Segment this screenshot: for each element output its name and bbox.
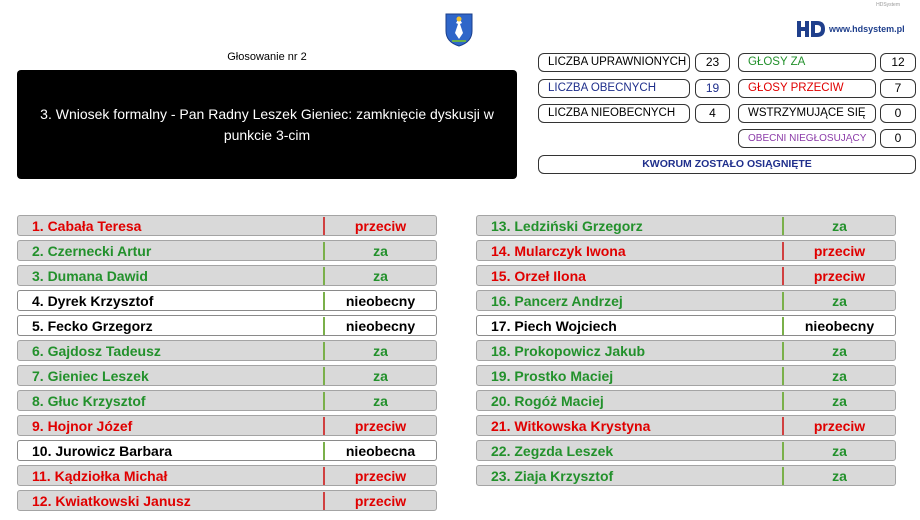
councillor-name: 21. Witkowska Krystyna xyxy=(491,418,651,434)
coat-of-arms-icon xyxy=(444,11,474,47)
councillor-row xyxy=(476,265,896,286)
councillor-row xyxy=(476,315,896,336)
councillor-name: 19. Prostko Maciej xyxy=(491,368,614,384)
councillor-row xyxy=(17,490,437,511)
councillor-vote: przeciw xyxy=(813,268,866,284)
brand-caption: HDSystem xyxy=(876,2,900,8)
councillor-name: 10. Jurowicz Barbara xyxy=(32,443,173,459)
abstain-value: 0 xyxy=(880,104,916,123)
logo-url: www.hdsystem.pl xyxy=(829,24,905,34)
councillor-vote: za xyxy=(832,468,847,484)
councillor-list-left xyxy=(17,215,437,515)
councillor-name: 22. Zegzda Leszek xyxy=(491,443,614,459)
councillor-row xyxy=(17,340,437,361)
councillor-name: 13. Ledziński Grzegorz xyxy=(491,218,643,234)
councillor-name: 1. Cabała Teresa xyxy=(32,218,142,234)
councillor-vote: nieobecny xyxy=(345,318,416,334)
councillor-name: 9. Hojnor Józef xyxy=(32,418,133,434)
councillor-name: 6. Gajdosz Tadeusz xyxy=(32,343,161,359)
councillor-row xyxy=(17,315,437,336)
councillor-vote: przeciw xyxy=(813,418,866,434)
absent-value: 4 xyxy=(695,104,730,123)
councillor-vote: za xyxy=(832,343,847,359)
councillor-vote: przeciw xyxy=(813,243,866,259)
councillor-row xyxy=(17,265,437,286)
not-voting-label: OBECNI NIEGŁOSUJĄCY xyxy=(738,129,876,148)
councillor-row xyxy=(476,240,896,261)
votes-against-value: 7 xyxy=(880,79,916,98)
councillor-vote: za xyxy=(373,243,388,259)
councillor-row xyxy=(476,365,896,386)
councillor-vote: za xyxy=(373,343,388,359)
councillor-row xyxy=(476,290,896,311)
councillor-vote: nieobecny xyxy=(804,318,875,334)
councillor-list-right xyxy=(476,215,896,490)
councillor-vote: przeciw xyxy=(354,418,407,434)
councillor-row xyxy=(476,390,896,411)
councillor-name: 16. Pancerz Andrzej xyxy=(491,293,623,309)
councillor-name: 7. Gieniec Leszek xyxy=(32,368,149,384)
councillor-name: 2. Czernecki Artur xyxy=(32,243,152,259)
councillor-vote: za xyxy=(832,293,847,309)
vote-title: Głosowanie nr 2 xyxy=(227,51,307,63)
councillor-vote: za xyxy=(832,443,847,459)
councillor-row xyxy=(17,215,437,236)
eligible-label: LICZBA UPRAWNIONYCH xyxy=(538,53,690,72)
abstain-label: WSTRZYMUJĄCE SIĘ xyxy=(738,104,876,123)
councillor-name: 12. Kwiatkowski Janusz xyxy=(32,493,191,509)
councillor-row xyxy=(17,440,437,461)
councillor-name: 20. Rogóż Maciej xyxy=(491,393,604,409)
councillor-name: 5. Fecko Grzegorz xyxy=(32,318,153,334)
present-label: LICZBA OBECNYCH xyxy=(538,79,690,98)
votes-for-value: 12 xyxy=(880,53,916,72)
not-voting-value: 0 xyxy=(880,129,916,148)
councillor-name: 14. Mularczyk Iwona xyxy=(491,243,626,259)
votes-against-label: GŁOSY PRZECIW xyxy=(738,79,876,98)
councillor-name: 4. Dyrek Krzysztof xyxy=(32,293,154,309)
councillor-name: 3. Dumana Dawid xyxy=(32,268,148,284)
councillor-row xyxy=(476,215,896,236)
councillor-vote: nieobecny xyxy=(345,293,416,309)
councillor-name: 15. Orzeł Ilona xyxy=(491,268,586,284)
motion-text-panel xyxy=(17,70,517,179)
councillor-row xyxy=(476,440,896,461)
councillor-row xyxy=(476,465,896,486)
councillor-row xyxy=(17,415,437,436)
councillor-row xyxy=(476,415,896,436)
councillor-row xyxy=(17,465,437,486)
councillor-row xyxy=(476,340,896,361)
votes-for-label: GŁOSY ZA xyxy=(738,53,876,72)
hd-logo-icon xyxy=(796,19,826,39)
councillor-vote: przeciw xyxy=(354,493,407,509)
councillor-vote: za xyxy=(373,393,388,409)
councillor-vote: za xyxy=(832,218,847,234)
absent-label: LICZBA NIEOBECNYCH xyxy=(538,104,690,123)
councillor-name: 11. Kądziołka Michał xyxy=(32,468,168,484)
councillor-vote: przeciw xyxy=(354,218,407,234)
motion-text: 3. Wniosek formalny - Pan Radny Leszek Gieniec: zamknięcie dyskusji w punkcie 3-cim xyxy=(40,105,494,143)
councillor-vote: za xyxy=(832,393,847,409)
councillor-row xyxy=(17,365,437,386)
councillor-name: 17. Piech Wojciech xyxy=(491,318,617,334)
councillor-name: 23. Ziaja Krzysztof xyxy=(491,468,614,484)
councillor-row xyxy=(17,240,437,261)
present-value: 19 xyxy=(695,79,730,98)
hdsystem-logo xyxy=(796,18,905,40)
councillor-vote: za xyxy=(373,268,388,284)
councillor-vote: przeciw xyxy=(354,468,407,484)
councillor-row xyxy=(17,290,437,311)
councillor-vote: nieobecna xyxy=(345,443,416,459)
quorum-status: KWORUM ZOSTAŁO OSIĄGNIĘTE xyxy=(538,155,916,174)
councillor-vote: za xyxy=(832,368,847,384)
councillor-vote: za xyxy=(373,368,388,384)
councillor-row xyxy=(17,390,437,411)
eligible-value: 23 xyxy=(695,53,730,72)
councillor-name: 18. Prokopowicz Jakub xyxy=(491,343,646,359)
councillor-name: 8. Głuc Krzysztof xyxy=(32,393,146,409)
